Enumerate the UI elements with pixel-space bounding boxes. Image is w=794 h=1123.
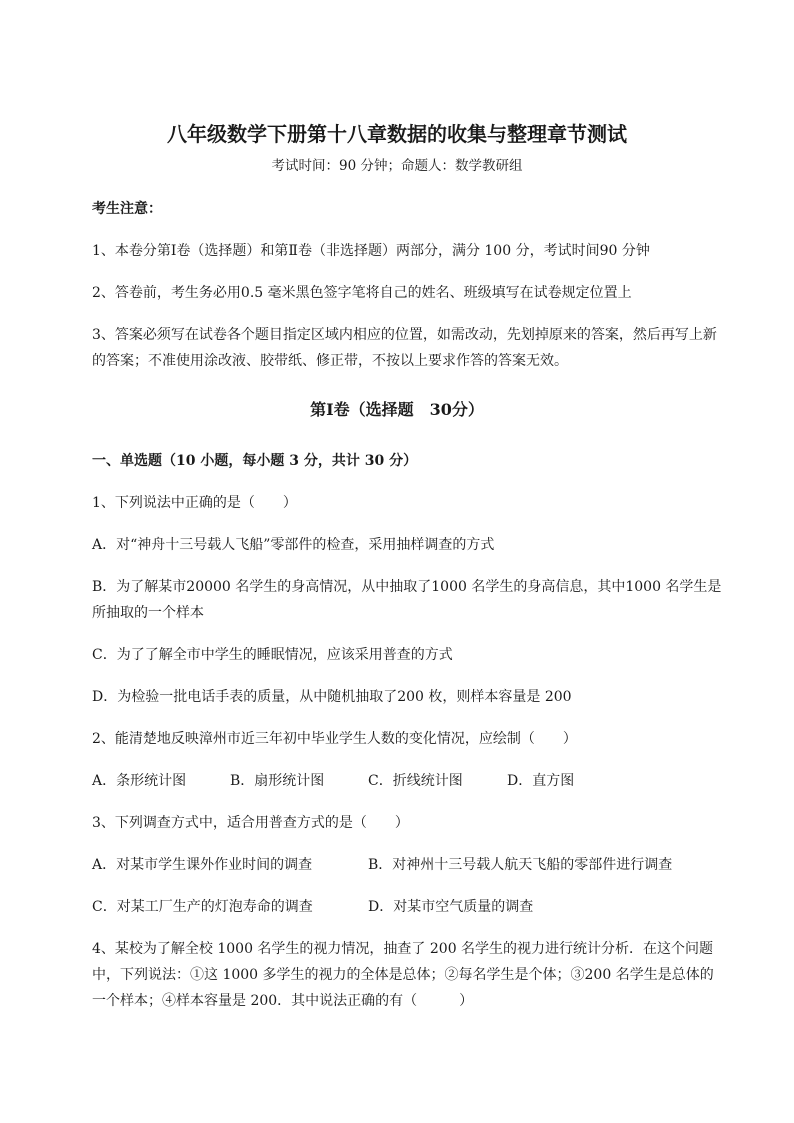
question-option: D．对某市空气质量的调查 <box>368 899 534 915</box>
notice-item: 1、本卷分第Ⅰ卷（选择题）和第Ⅱ卷（非选择题）两部分，满分 100 分，考试时间90 分钟 <box>92 243 650 259</box>
notice-heading: 考生注意： <box>92 201 162 217</box>
notice-item: 3、答案必须写在试卷各个题目指定区域内相应的位置，如需改动，先划掉原来的答案，然后再写上新 <box>92 327 717 343</box>
exam-info: 考试时间：90 分钟；命题人：数学教研组 <box>271 158 523 174</box>
question-stem: 一个样本；④样本容量是 200．其中说法正确的有（ ） <box>92 993 474 1009</box>
question-option: D．直方图 <box>507 773 575 789</box>
page-title: 八年级数学下册第十八章数据的收集与整理章节测试 <box>167 122 627 146</box>
notice-item: 的答案；不准使用涂改液、胶带纸、修正带，不按以上要求作答的答案无效。 <box>92 353 568 369</box>
question-option: C．对某工厂生产的灯泡寿命的调查 <box>92 899 313 915</box>
notice-item: 2、答卷前，考生务必用0.5 毫米黑色签字笔将自己的姓名、班级填写在试卷规定位置上 <box>92 285 632 301</box>
question-stem: 4、某校为了解全校 1000 名学生的视力情况，抽查了 200 名学生的视力进行统计分析．在这个问题 <box>92 941 714 957</box>
question-option: B．为了解某市20000 名学生的身高情况，从中抽取了1000 名学生的身高信息，其中1000 名学生是 <box>92 579 722 595</box>
question-option: A．对某市学生课外作业时间的调查 <box>92 857 313 873</box>
question-option: A．条形统计图 <box>92 773 187 789</box>
part-heading: 一、单选题（10 小题，每小题 3 分，共计 30 分） <box>92 453 418 469</box>
section-title: 第Ⅰ卷（选择题 30分） <box>310 400 484 419</box>
question-option: B．扇形统计图 <box>230 773 325 789</box>
question-option: C．折线统计图 <box>368 773 463 789</box>
question-option: C．为了了解全市中学生的睡眠情况，应该采用普查的方式 <box>92 647 453 663</box>
question-stem: 1、下列说法中正确的是（ ） <box>92 495 297 511</box>
question-option: B．对神州十三号载人航天飞船的零部件进行调查 <box>368 857 673 873</box>
question-option: D．为检验一批电话手表的质量，从中随机抽取了200 枚，则样本容量是 200 <box>92 689 572 705</box>
question-stem: 2、能清楚地反映漳州市近三年初中毕业学生人数的变化情况，应绘制（ ） <box>92 731 577 747</box>
question-option: 所抽取的一个样本 <box>92 605 204 621</box>
question-option: A．对“神舟十三号载人飞船”零部件的检查，采用抽样调查的方式 <box>92 537 495 553</box>
question-stem: 3、下列调查方式中，适合用普查方式的是（ ） <box>92 815 409 831</box>
question-stem: 中，下列说法：①这 1000 多学生的视力的全体是总体；②每名学生是个体；③200 名学生是总体的 <box>92 967 714 983</box>
